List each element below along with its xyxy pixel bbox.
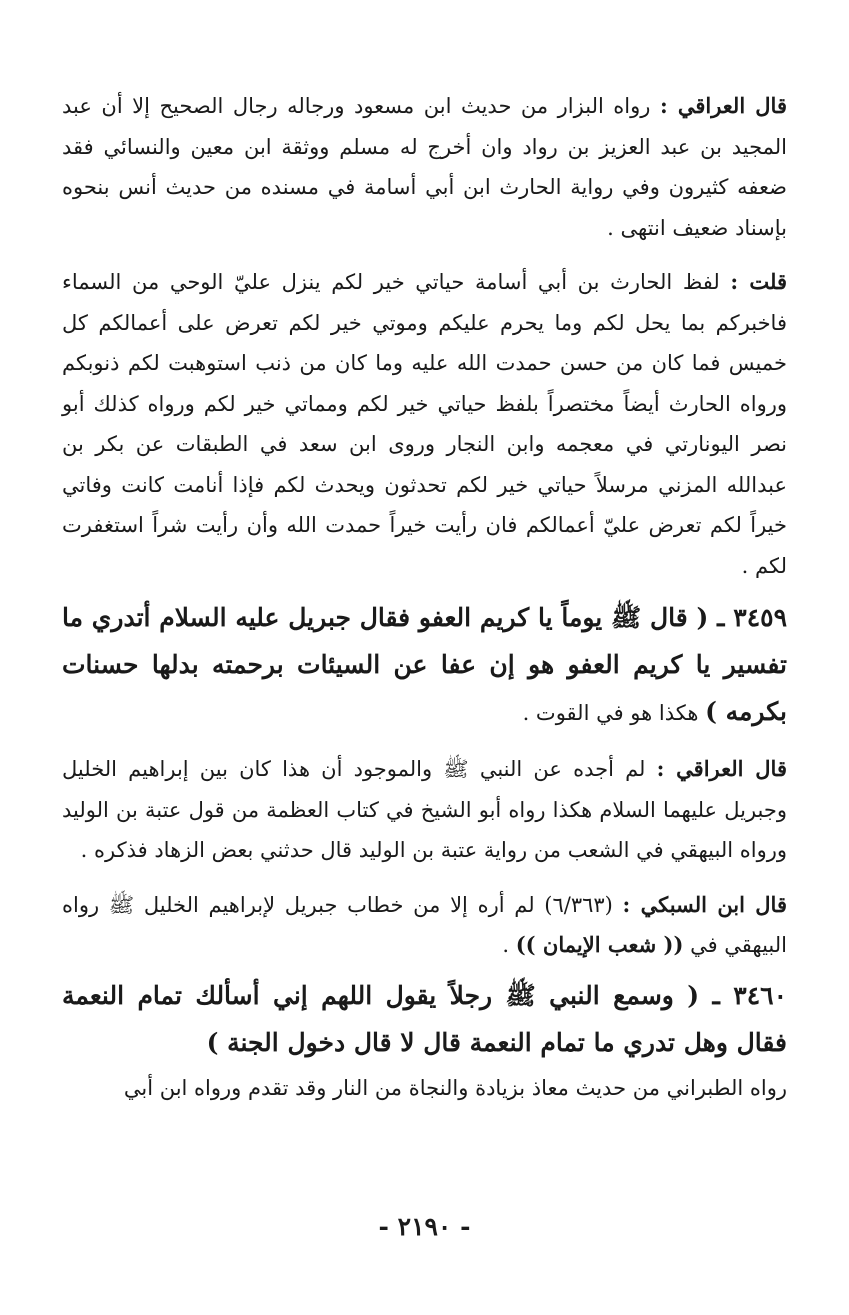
commentary-paragraph-tabarani	[62, 1068, 787, 1109]
hadith-note: هكذا هو في القوت .	[522, 701, 706, 725]
hadith-text: ٣٤٦٠ ـ ( وسمع النبي ﷺ رجلاً يقول اللهم إني أسألك تمام النعمة فقال وهل تدري ما تمام النعمة قال لا قال دخول الجنة )	[62, 980, 787, 1057]
speaker-label: قال العراقي :	[659, 93, 787, 118]
source-title: (( شعب الإيمان ))	[515, 932, 684, 957]
hadith-3460	[62, 972, 787, 1066]
paragraph-text: (٦/٣٦٣) لم أره إلا من خطاب جبريل لإبراهيم الخليل ﷺ رواه البيهقي في	[62, 892, 787, 957]
commentary-paragraph-iraqi-2	[62, 749, 787, 871]
commentary-paragraph-subki	[62, 885, 787, 966]
hadith-text: ٣٤٥٩ ـ ( قال ﷺ يوماً يا كريم العفو فقال جبريل عليه السلام أتدري ما تفسير يا كريم العفو هو إن عفا عن السيئات برحمته بدلها حسنات بكرمه )	[62, 603, 787, 726]
paragraph-end: .	[502, 933, 516, 957]
speaker-label: قال ابن السبكي :	[622, 891, 787, 917]
page-number: - ٢١٩٠ -	[378, 1212, 471, 1241]
paragraph-text: رواه البزار من حديث ابن مسعود ورجاله رجال الصحيح إلا أن عبد المجيد بن عبد العزيز بن رواد وان أخرج له مسلم ووثقة ابن معين والنسائي فقد ضعفه كثيرون وفي رواية الحارث ابن أبي أسامة في مسنده من حديث أنس بنحوه بإسناد ضعيف انتهى .	[62, 94, 787, 240]
commentary-paragraph-iraqi	[62, 86, 787, 248]
speaker-label: قلت :	[730, 269, 787, 294]
hadith-3459	[62, 594, 787, 737]
speaker-label: قال العراقي :	[656, 756, 787, 781]
paragraph-text: لفظ الحارث بن أبي أسامة حياتي خير لكم ينزل عليّ الوحي من السماء فاخبركم بما يحل لكم وما يحرم عليكم وموتي خير لكم تعرض على أعمالكم كل خميس فما كان من حسن حمدت الله عليه وما كان من ذنب استوهبت لكم ذنوبكم ورواه الحارث أيضاً مختصراً بلفظ حياتي خير لكم ومماتي خير لكم ورواه كذلك أبو نصر اليونارتي في معجمه وابن النجار وروى ابن سعد في الطبقات عن بكر بن عبدالله المزني مرسلاً حياتي خير لكم تحدثون ويحدث لكم فإذا أنامت كانت وفاتي خيراً لكم تعرض عليّ أعمالكم فان رأيت خيراً حمدت الله وأن رأيت شراً استغفرت لكم .	[62, 270, 787, 578]
paragraph-text: رواه الطبراني من حديث معاذ بزيادة والنجاة من النار وقد تقدم ورواه ابن أبي	[123, 1075, 787, 1100]
commentary-paragraph-qultu	[62, 262, 787, 586]
paragraph-text: لم أجده عن النبي ﷺ والموجود أن هذا كان بين إبراهيم الخليل وجبريل عليهما السلام هكذا رواه أبو الشيخ في كتاب العظمة من قول عتبة بن الوليد ورواه البيهقي في الشعب من رواية عتبة بن الوليد قال حدثني بعض الزهاد فذكره .	[62, 757, 787, 862]
